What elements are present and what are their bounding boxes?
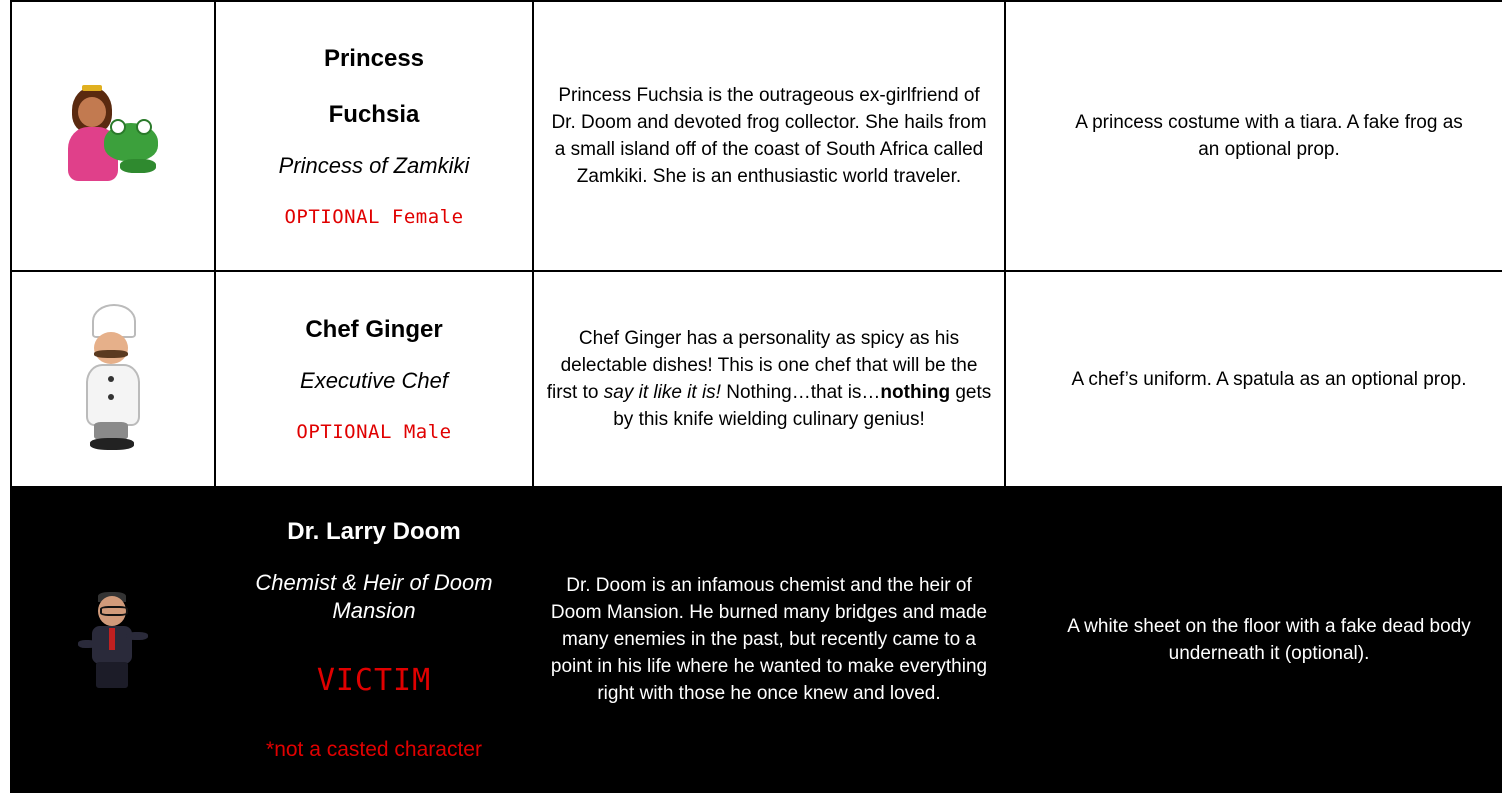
character-tag: VICTIM [316,663,432,698]
character-description-cell [533,487,1005,792]
character-role: Executive Chef [300,368,448,393]
character-costume-cell [1005,487,1502,792]
character-description-cell [533,271,1005,487]
character-description: Princess Fuchsia is the outrageous ex-girlfriend of Dr. Doom and devoted frog collector. She hails from a small island off of the coast of South Africa called Zamkiki. She is an enthusiastic world traveler. [551,85,987,187]
character-description-cell [533,1,1005,271]
character-image-cell [11,1,215,271]
character-description: Dr. Doom is an infamous chemist and the heir of Doom Mansion. He burned many bridges and made many enemies in the past, but recently came to a point in his life where he wanted to make everything right with those he once knew and loved. [550,575,988,704]
chef-icon [78,304,148,454]
character-costume-cell [1005,1,1502,271]
character-name [216,44,532,74]
character-costume: A princess costume with a tiara. A fake frog as an optional prop. [1075,112,1463,160]
character-image-cell [11,271,215,487]
character-table [10,0,1502,793]
character-name-line-1: Princess [323,45,425,72]
character-name-line-2-wrap [216,100,532,130]
character-image-cell [11,487,215,792]
description-text: Nothing…that is… [720,382,881,403]
character-name: Chef Ginger [305,316,443,343]
character-costume-cell [1005,271,1502,487]
description-text: Chef Ginger has a personality as spicy as his delectable dishes! This is one chef that will be the first to [546,328,978,403]
character-name-cell [215,487,533,792]
character-role: Chemist & Heir of Doom Mansion [255,570,493,623]
character-row-dr-larry-doom [11,487,1502,792]
character-row-princess-fuchsia [11,1,1502,271]
description-italic-text: say it like it is! [603,382,721,403]
princess-with-frog-icon [58,81,168,191]
character-row-chef-ginger [11,271,1502,487]
character-tag: OPTIONAL Male [296,421,452,443]
character-tag: OPTIONAL Female [284,206,464,228]
description-text: gets by this knife wielding culinary genius! [613,382,992,430]
character-note: *not a casted character [266,738,482,761]
businessman-icon [78,590,148,690]
character-costume: A chef’s uniform. A spatula as an optional prop. [1071,368,1467,390]
character-role: Princess of Zamkiki [278,153,470,178]
character-costume: A white sheet on the floor with a fake dead body underneath it (optional). [1067,615,1471,664]
character-name-cell [215,1,533,271]
character-name: Dr. Larry Doom [287,518,461,545]
description-bold-text: nothing [880,382,951,403]
character-name-cell [215,271,533,487]
character-name-line-2: Fuchsia [328,101,420,128]
character-description [534,325,1004,433]
